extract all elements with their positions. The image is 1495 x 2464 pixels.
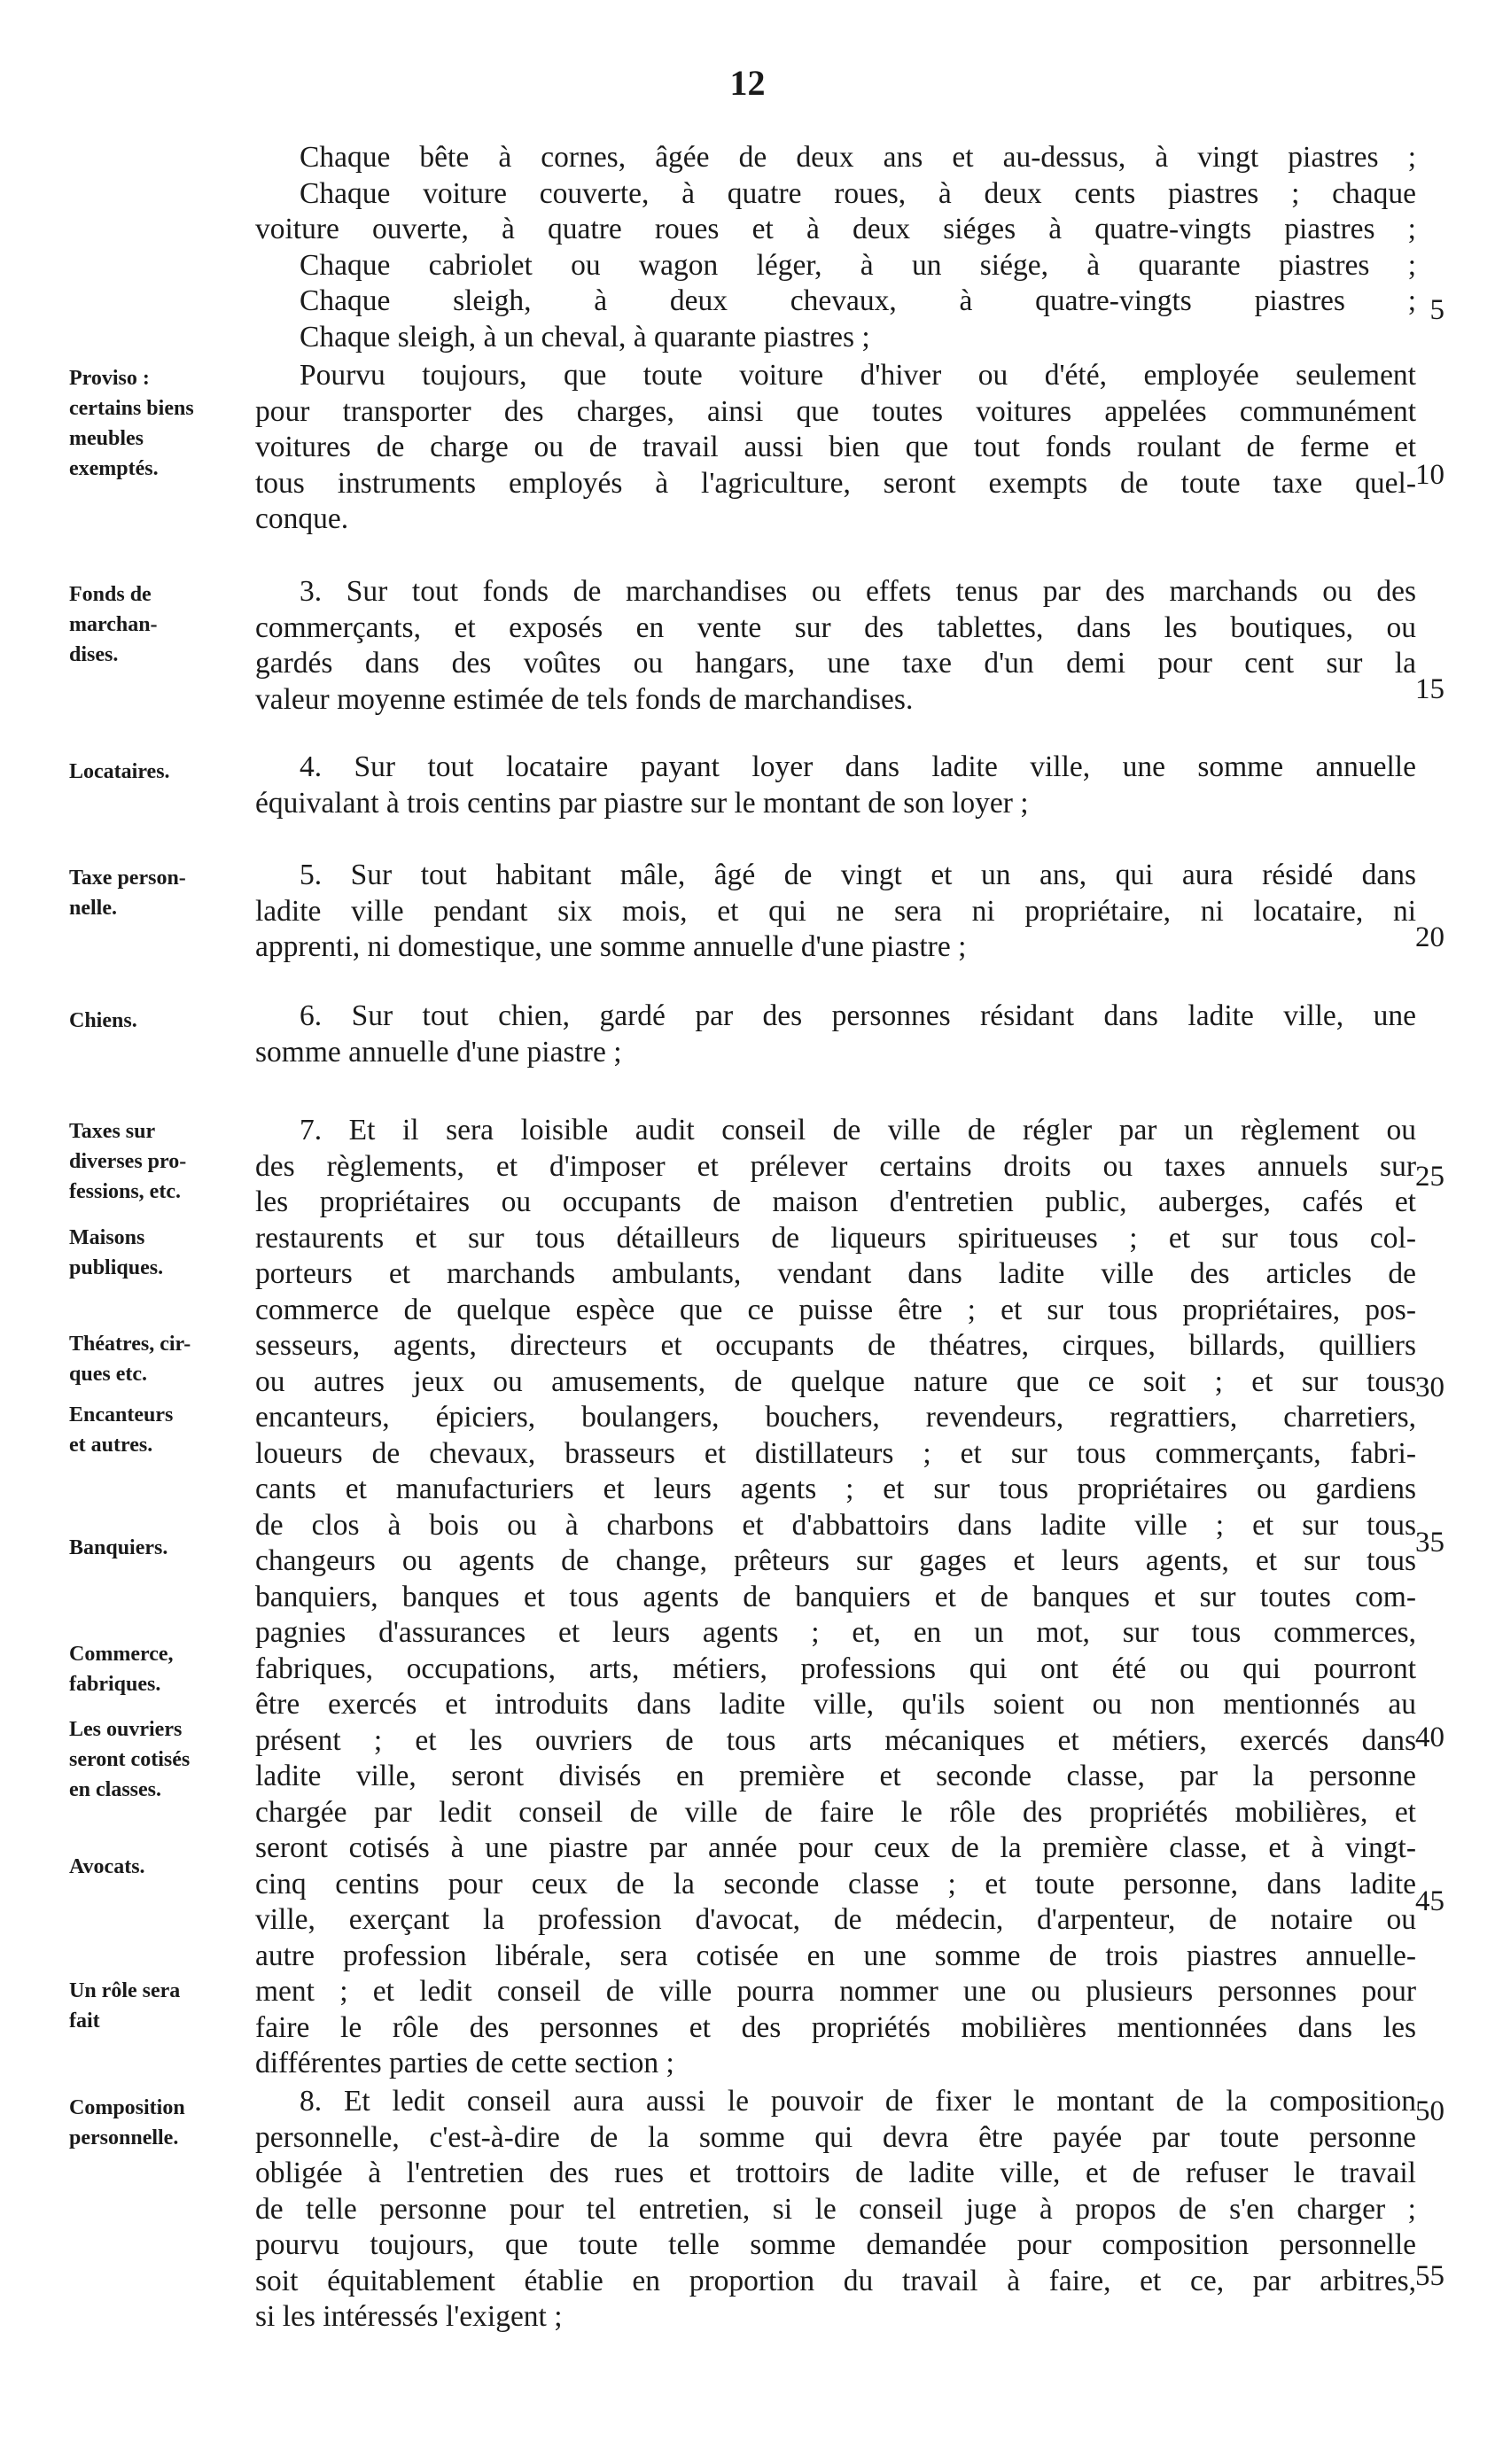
margin-note-line: nelle. <box>69 897 117 920</box>
text-line: somme annuelle d'une piastre ; <box>255 1035 622 1069</box>
text-line: 8. Et ledit conseil aura aussi le pouvoir de fixer le montant de la composition <box>300 2085 1416 2118</box>
margin-note-line: Avocats. <box>69 1855 145 1878</box>
line-number: 45 <box>1415 1885 1444 1917</box>
text-line: fabriques, occupations, arts, métiers, professions qui ont été ou qui pourront <box>255 1652 1416 1685</box>
margin-note <box>69 1976 269 2036</box>
text-line: conque. <box>255 502 349 535</box>
text-line: présent ; et les ouvriers de tous arts mécaniques et métiers, exercés dans <box>255 1723 1416 1757</box>
text-line: de clos à bois ou à charbons et d'abbattoirs dans ladite ville ; et sur tous <box>255 1508 1416 1542</box>
margin-note <box>69 863 269 923</box>
text-line: commerçants, et exposés en vente sur des tablettes, dans les boutiques, ou <box>255 610 1416 644</box>
text-line: commerce de quelque espèce que ce puisse être ; et sur tous propriétaires, pos- <box>255 1293 1416 1326</box>
text-line: ou autres jeux ou amusements, de quelque nature que ce soit ; et sur tous <box>255 1364 1416 1398</box>
margin-note-line: meubles <box>69 427 144 450</box>
margin-note-line: certains biens <box>69 397 194 420</box>
margin-note <box>69 1006 269 1036</box>
margin-note-line: fabriques. <box>69 1673 161 1696</box>
text-line: 4. Sur tout locataire payant loyer dans ladite ville, une somme annuelle <box>300 750 1416 783</box>
paragraph <box>255 999 1416 1070</box>
text-line: porteurs et marchands ambulants, vendant dans ladite ville des articles de <box>255 1257 1416 1290</box>
text-line: loueurs de chevaux, brasseurs et distillateurs ; et sur tous commerçants, fabri- <box>255 1436 1416 1470</box>
paragraph <box>255 2084 1416 2336</box>
paragraph <box>255 358 1416 538</box>
margin-note-line: Commerce, <box>69 1643 174 1666</box>
margin-note <box>69 1852 269 1882</box>
text-line: Pourvu toujours, que toute voiture d'hiver ou d'été, employée seulement <box>300 359 1416 392</box>
margin-note-line: Les ouvriers <box>69 1718 183 1741</box>
text-line: cinq centins pour ceux de la seconde classe ; et toute personne, dans ladite <box>255 1867 1416 1900</box>
line-number: 15 <box>1415 673 1444 705</box>
margin-note-line: Maisons <box>69 1226 145 1249</box>
text-line: 6. Sur tout chien, gardé par des personnes résidant dans ladite ville, une <box>300 999 1416 1032</box>
text-line: apprenti, ni domestique, une somme annuelle d'une piastre ; <box>255 930 967 963</box>
margin-note-line: Chiens. <box>69 1009 137 1032</box>
margin-note <box>69 1639 269 1699</box>
margin-note-line: publiques. <box>69 1256 164 1279</box>
text-line: tous instruments employés à l'agriculture, seront exempts de toute taxe quel- <box>255 466 1416 500</box>
text-line: sesseurs, agents, directeurs et occupants de théatres, cirques, billards, quilliers <box>255 1329 1416 1362</box>
margin-note-line: Fonds de <box>69 583 152 606</box>
margin-note-line: Taxe person- <box>69 867 186 890</box>
text-line: différentes parties de cette section ; <box>255 2047 674 2079</box>
text-line: obligée à l'entretien des rues et trottoirs de ladite ville, et de refuser le travail <box>255 2157 1416 2189</box>
text-line: ment ; et ledit conseil de ville pourra nommer une ou plusieurs personnes pour <box>255 1975 1416 2008</box>
text-line: changeurs ou agents de change, prêteurs sur gages et leurs agents, et sur tous <box>255 1544 1416 1577</box>
text-line: ladite ville pendant six mois, et qui ne sera ni propriétaire, ni locataire, ni <box>255 894 1416 928</box>
text-line: 3. Sur tout fonds de marchandises ou effets tenus par des marchands ou des <box>300 575 1416 608</box>
paragraph <box>255 750 1416 821</box>
margin-note-line: Locataires. <box>69 760 170 783</box>
margin-note-line: dises. <box>69 643 119 666</box>
text-line: voiture ouverte, à quatre roues et à deux siéges à quatre-vingts piastres ; <box>255 213 1416 245</box>
text-line: ville, exerçant la profession d'avocat, de médecin, d'arpenteur, de notaire ou <box>255 1903 1416 1936</box>
margin-note <box>69 1329 269 1389</box>
text-line: cants et manufacturiers et leurs agents ; et sur tous propriétaires ou gardiens <box>255 1473 1416 1505</box>
margin-note-line: diverses pro- <box>69 1150 187 1173</box>
text-line: Chaque bête à cornes, âgée de deux ans et au-dessus, à vingt piastres ; <box>300 141 1416 174</box>
text-line: Chaque cabriolet ou wagon léger, à un siége, à quarante piastres ; <box>300 248 1416 282</box>
margin-note-line: Taxes sur <box>69 1120 156 1143</box>
text-line: de telle personne pour tel entretien, si le conseil juge à propos de s'en charger ; <box>255 2192 1416 2226</box>
line-number: 40 <box>1415 1722 1444 1753</box>
text-line: valeur moyenne estimée de tels fonds de marchandises. <box>255 682 914 716</box>
text-line: être exercés et introduits dans ladite ville, qu'ils soient ou non mentionnés au <box>255 1688 1416 1721</box>
margin-note <box>69 1400 269 1460</box>
line-number: 35 <box>1415 1527 1444 1558</box>
text-line: pagnies d'assurances et leurs agents ; et, en un mot, sur tous commerces, <box>255 1616 1416 1649</box>
text-line: ladite ville, seront divisés en première et seconde classe, par la personne <box>255 1760 1416 1792</box>
margin-note-line: fessions, etc. <box>69 1180 181 1203</box>
margin-note <box>69 1533 269 1563</box>
margin-note-line: et autres. <box>69 1434 153 1457</box>
paragraph <box>255 140 1416 355</box>
margin-note-line: fait <box>69 2009 100 2033</box>
line-number: 5 <box>1429 294 1444 326</box>
margin-note <box>69 1714 269 1805</box>
margin-note-line: Théatres, cir- <box>69 1333 191 1356</box>
margin-note-line: personnelle. <box>69 2126 179 2149</box>
text-line: chargée par ledit conseil de ville de faire le rôle des propriétés mobilières, et <box>255 1795 1416 1829</box>
margin-note-line: seront cotisés <box>69 1748 191 1771</box>
margin-note-line: exemptés. <box>69 457 159 480</box>
text-line: seront cotisés à une piastre par année pour ceux de la première classe, et à vingt- <box>255 1831 1416 1864</box>
margin-note <box>69 579 269 670</box>
margin-note-line: Encanteurs <box>69 1403 174 1426</box>
margin-note-line: Un rôle sera <box>69 1979 181 2002</box>
text-line: équivalant à trois centins par piastre sur le montant de son loyer ; <box>255 786 1029 820</box>
text-line: faire le rôle des personnes et des propriétés mobilières mentionnées dans les <box>255 2010 1416 2044</box>
margin-note-line: Banquiers. <box>69 1536 168 1559</box>
margin-note-line: ques etc. <box>69 1363 147 1386</box>
text-line: restaurents et sur tous détailleurs de liqueurs spiritueuses ; et sur tous col- <box>255 1221 1416 1255</box>
text-line: Chaque sleigh, à deux chevaux, à quatre-vingts piastres ; <box>300 284 1416 317</box>
text-line: encanteurs, épiciers, boulangers, bouchers, revendeurs, regrattiers, charretiers, <box>255 1401 1416 1434</box>
text-line: si les intéressés l'exigent ; <box>255 2300 563 2333</box>
margin-note-line: Composition <box>69 2096 185 2119</box>
text-line: autre profession libérale, sera cotisée en une somme de trois piastres annuelle- <box>255 1939 1416 1972</box>
line-number: 55 <box>1415 2260 1444 2292</box>
margin-note <box>69 1223 269 1283</box>
text-line: Chaque sleigh, à un cheval, à quarante piastres ; <box>300 320 870 354</box>
margin-note <box>69 363 269 484</box>
text-line: banquiers, banques et tous agents de banquiers et de banques et sur toutes com- <box>255 1580 1416 1613</box>
text-line: 7. Et il sera loisible audit conseil de ville de régler par un règlement ou <box>300 1114 1416 1146</box>
line-number: 25 <box>1415 1161 1444 1193</box>
text-line: des règlements, et d'imposer et prélever certains droits ou taxes annuels sur <box>255 1149 1416 1183</box>
paragraph <box>255 1113 1416 2082</box>
text-line: pourvu toujours, que toute telle somme demandée pour composition personnelle <box>255 2228 1416 2261</box>
text-line: gardés dans des voûtes ou hangars, une taxe d'un demi pour cent sur la <box>255 647 1416 680</box>
text-line: Chaque voiture couverte, à quatre roues, à deux cents piastres ; chaque <box>300 176 1416 210</box>
text-line: personnelle, c'est-à-dire de la somme qui devra être payée par toute personne <box>255 2120 1416 2154</box>
margin-note-line: marchan- <box>69 613 158 636</box>
line-number: 10 <box>1415 459 1444 491</box>
margin-note <box>69 2093 269 2153</box>
line-number: 50 <box>1415 2095 1444 2127</box>
text-line: 5. Sur tout habitant mâle, âgé de vingt et un ans, qui aura résidé dans <box>300 859 1416 891</box>
margin-note-line: Proviso : <box>69 367 150 390</box>
text-line: voitures de charge ou de travail aussi bien que tout fonds roulant de ferme et <box>255 431 1416 463</box>
page-number: 12 <box>729 63 766 103</box>
text-line: pour transporter des charges, ainsi que toutes voitures appelées communément <box>255 394 1416 428</box>
paragraph <box>255 574 1416 718</box>
line-number: 20 <box>1415 921 1444 953</box>
margin-note <box>69 757 269 787</box>
margin-note <box>69 1116 269 1207</box>
text-line: les propriétaires ou occupants de maison d'entretien public, auberges, cafés et <box>255 1185 1416 1218</box>
paragraph <box>255 858 1416 966</box>
margin-note-line: en classes. <box>69 1778 161 1801</box>
line-number: 30 <box>1415 1372 1444 1403</box>
text-line: soit équitablement établie en proportion du travail à faire, et ce, par arbitres, <box>255 2264 1416 2297</box>
